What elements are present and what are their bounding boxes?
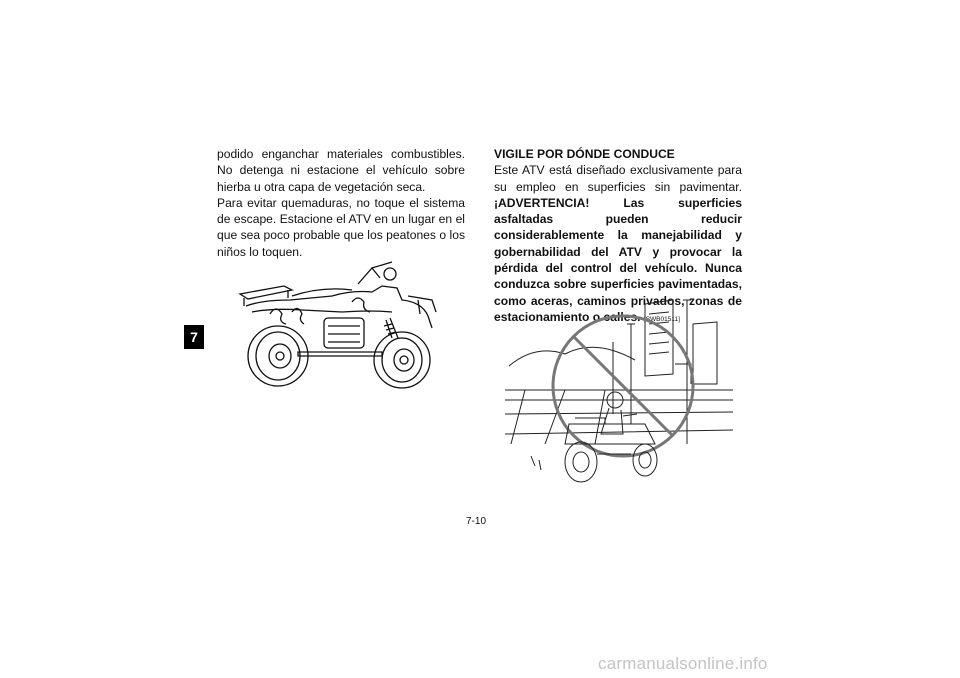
- left-column: [217, 146, 465, 260]
- section-heading: VIGILE POR DÓNDE CONDUCE: [494, 147, 675, 161]
- atv-illustration: [232, 256, 450, 390]
- watermark: carmanualsonline.info: [598, 654, 768, 673]
- warning-text: ¡ADVERTENCIA! Las superficies asfaltadas pueden reducir considerablemente la manejabilidad y gobernabilidad del ATV y provocar la pérdida del control del vehículo. Nunca conduzca sobre superficies pavimentadas, como aceras, caminos privados, zonas de estacionamiento o calles.: [494, 195, 742, 324]
- left-paragraph-2: Para evitar quemaduras, no toque el sistema de escape. Estacione el ATV en un lugar en el que sea poco probable que los peatones o los niños lo toquen.: [217, 195, 465, 259]
- page-number: 7-10: [466, 516, 487, 527]
- chapter-tab: 7: [184, 325, 204, 349]
- warning-code: [SWB01511]: [643, 315, 680, 323]
- no-paved-road-illustration: [505, 294, 733, 494]
- intro-text: Este ATV está diseñado exclusivamente para su empleo en superficies sin pavimentar.: [494, 163, 742, 194]
- left-paragraph-1: podido enganchar materiales combustibles. No detenga ni estacione el vehículo sobre hierba u otra capa de vegetación seca.: [217, 147, 465, 194]
